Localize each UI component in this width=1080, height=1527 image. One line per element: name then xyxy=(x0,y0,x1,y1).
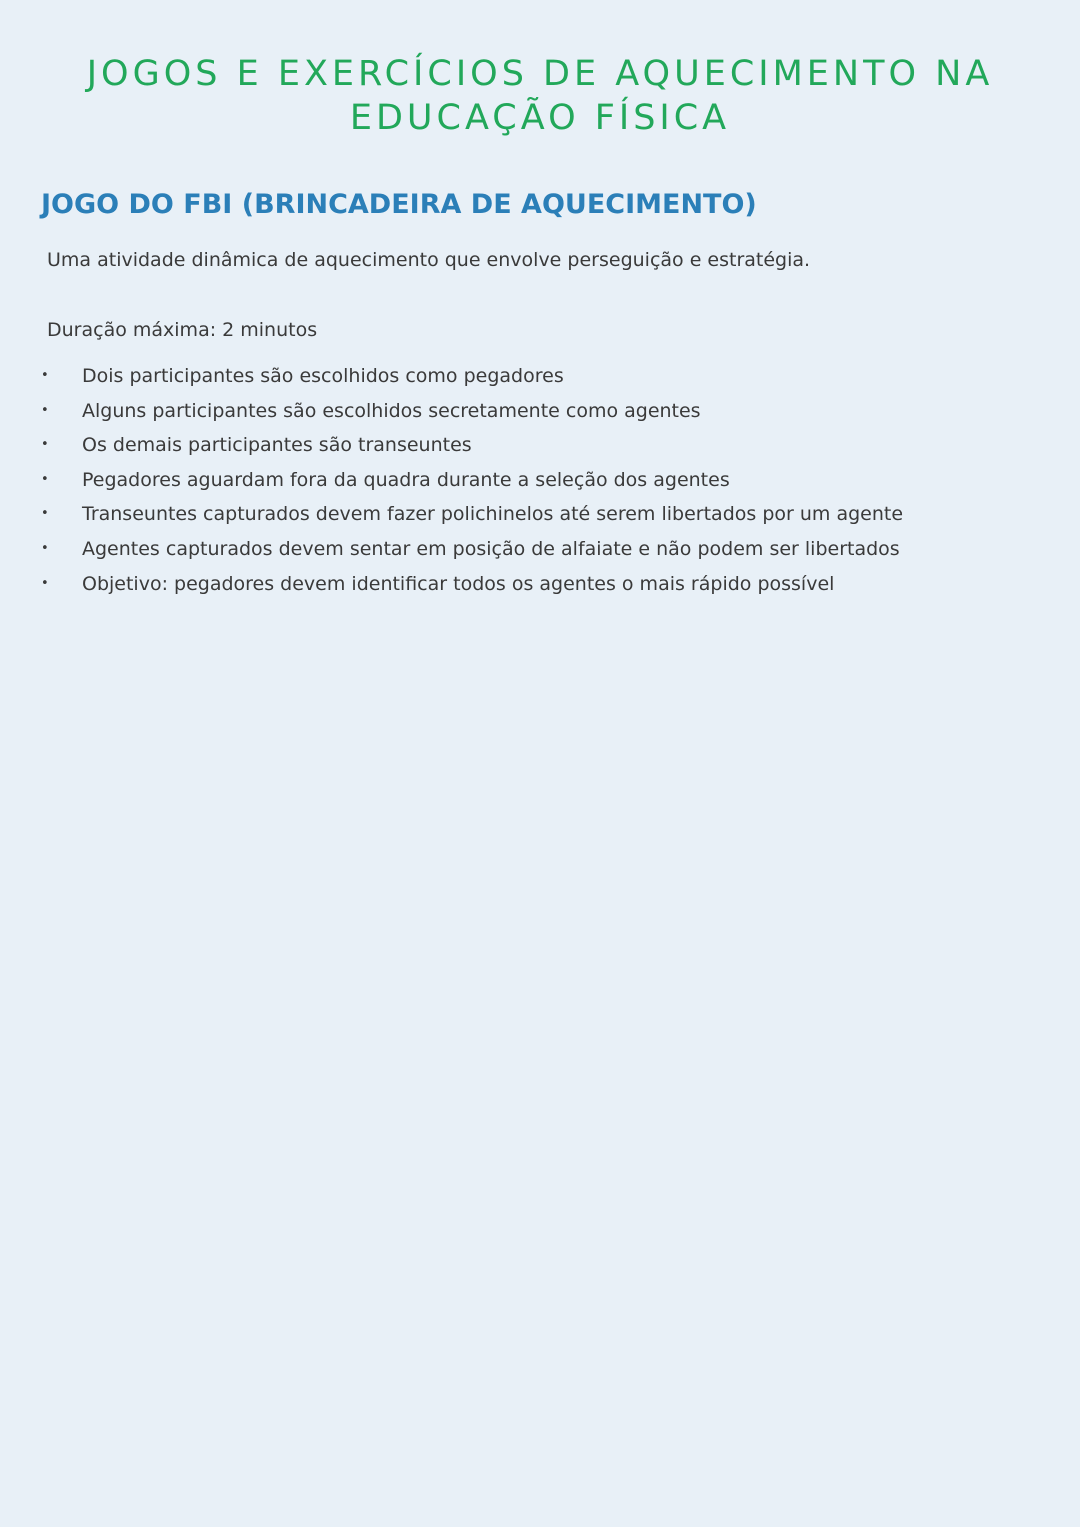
section-intro: Uma atividade dinâmica de aquecimento que envolve perseguição e estratégia. xyxy=(47,249,811,271)
bullet-icon: • xyxy=(41,471,49,487)
page-title xyxy=(60,52,1020,140)
page-title-line-2: EDUCAÇÃO FÍSICA xyxy=(349,98,731,138)
list-item-text: Alguns participantes são escolhidos secretamente como agentes xyxy=(82,399,701,422)
bullet-icon: • xyxy=(41,575,49,591)
bullet-icon: • xyxy=(41,437,49,453)
bullet-icon: • xyxy=(41,368,49,383)
list-item-text: Dois participantes são escolhidos como pegadores xyxy=(82,365,564,387)
list-item-text: Transeuntes capturados devem fazer polichinelos até serem libertados por um agente xyxy=(82,503,904,526)
list-item-text: Os demais participantes são transeuntes xyxy=(82,434,472,457)
bullet-icon: • xyxy=(41,540,49,556)
page-title-line-1: JOGOS E EXERCÍCIOS DE AQUECIMENTO NA xyxy=(86,54,994,94)
section-heading: JOGO DO FBI (BRINCADEIRA DE AQUECIMENTO) xyxy=(41,189,757,220)
duration-note: Duração máxima: 2 minutos xyxy=(47,319,318,341)
list-item-text: Agentes capturados devem sentar em posição de alfaiate e não podem ser libertados xyxy=(82,537,900,560)
bullet-icon: • xyxy=(41,402,49,418)
list-item-text: Objetivo: pegadores devem identificar todos os agentes o mais rápido possível xyxy=(82,572,835,595)
list-item-text: Pegadores aguardam fora da quadra durante a seleção dos agentes xyxy=(82,468,730,491)
bullet-icon: • xyxy=(41,506,49,522)
